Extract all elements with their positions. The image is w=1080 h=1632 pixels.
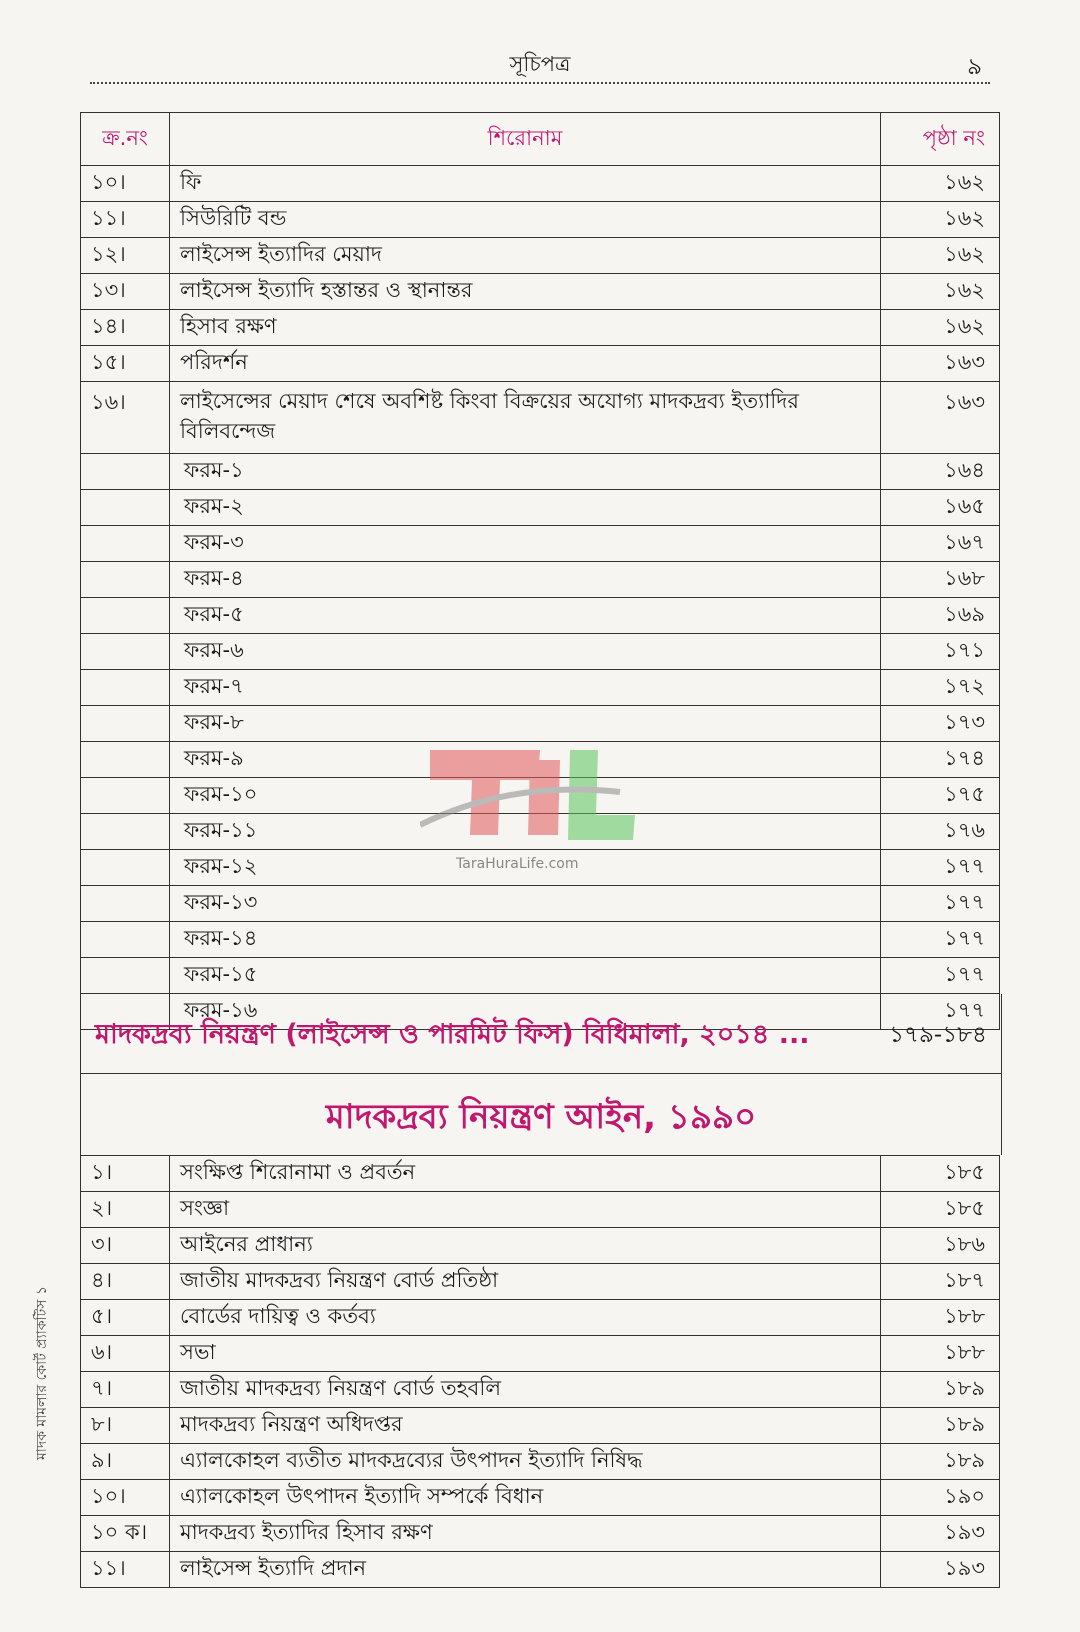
table-row [81, 886, 1000, 922]
page-cell: ১৬৪ [881, 454, 1000, 490]
page-cell: ১৭৫ [881, 778, 1000, 814]
table-row [81, 598, 1000, 634]
serial-cell: ১৬। [81, 382, 170, 454]
title-cell: এ্যালকোহল উৎপাদন ইত্যাদি সম্পর্কে বিধান [170, 1480, 881, 1516]
serial-cell [81, 742, 170, 778]
serial-cell: ১০। [81, 1480, 170, 1516]
watermark-text: TaraHuraLife.com [456, 856, 579, 872]
act-section-heading-box [80, 1073, 1002, 1155]
page-cell: ১৬৭ [881, 526, 1000, 562]
table-row [81, 670, 1000, 706]
serial-cell [81, 526, 170, 562]
table-row [81, 1228, 1000, 1264]
title-cell: মাদকদ্রব্য ইত্যাদির হিসাব রক্ষণ [170, 1516, 881, 1552]
page-cell: ১৭৩ [881, 706, 1000, 742]
page-cell: ১৯০ [881, 1480, 1000, 1516]
book-side-title: মাদক মামলার কোর্ট প্র্যাকটিস ১ [34, 1285, 50, 1460]
serial-cell: ১২। [81, 238, 170, 274]
page-cell: ১৬২ [881, 238, 1000, 274]
title-cell: পরিদর্শন [170, 346, 881, 382]
title-cell: ফরম-১১ [170, 814, 881, 850]
page-cell: ১৭৭ [881, 850, 1000, 886]
title-cell: লাইসেন্সের মেয়াদ শেষে অবশিষ্ট কিংবা বিক্রয়ের অযোগ্য মাদকদ্রব্য ইত্যাদির বিলিবন্দেজ [170, 382, 881, 454]
page-cell: ১৮৭ [881, 1264, 1000, 1300]
serial-cell [81, 454, 170, 490]
title-cell: বোর্ডের দায়িত্ব ও কর্তব্য [170, 1300, 881, 1336]
page-cell: ১৭৭ [881, 922, 1000, 958]
serial-cell: ৪। [81, 1264, 170, 1300]
table-row [81, 1264, 1000, 1300]
serial-cell: ৮। [81, 1408, 170, 1444]
title-cell: ফরম-১৪ [170, 922, 881, 958]
table-row [81, 202, 1000, 238]
table-row [81, 382, 1000, 454]
serial-cell [81, 670, 170, 706]
serial-cell: ৬। [81, 1336, 170, 1372]
table-row [81, 1516, 1000, 1552]
title-cell: ফি [170, 166, 881, 202]
table-header-row [81, 113, 1000, 166]
serial-cell: ১০ ক। [81, 1516, 170, 1552]
page-cell: ১৭৬ [881, 814, 1000, 850]
serial-cell: ৫। [81, 1300, 170, 1336]
page-cell: ১৮৫ [881, 1192, 1000, 1228]
title-cell: ফরম-৬ [170, 634, 881, 670]
contents-table-rules [80, 112, 1000, 1030]
page-cell: ১৮৬ [881, 1228, 1000, 1264]
page-cell: ১৬২ [881, 310, 1000, 346]
serial-cell: ৭। [81, 1372, 170, 1408]
title-cell: ফরম-৯ [170, 742, 881, 778]
serial-cell: ১৪। [81, 310, 170, 346]
title-cell: ফরম-৮ [170, 706, 881, 742]
table-row [81, 166, 1000, 202]
table-row [81, 526, 1000, 562]
page-cell: ১৮৫ [881, 1156, 1000, 1192]
title-cell: লাইসেন্স ইত্যাদি প্রদান [170, 1552, 881, 1588]
page-cell: ১৮৮ [881, 1300, 1000, 1336]
serial-cell [81, 850, 170, 886]
serial-cell [81, 490, 170, 526]
rules-section-pages: ১৭৯-১৮৪ [889, 1022, 987, 1048]
table-row [81, 1408, 1000, 1444]
act-section-title: মাদকদ্রব্য নিয়ন্ত্রণ আইন, ১৯৯০ [325, 1097, 757, 1137]
title-cell: ফরম-১৫ [170, 958, 881, 994]
rules-section-title: মাদকদ্রব্য নিয়ন্ত্রণ (লাইসেন্স ও পারমিট ফিস) বিধিমালা, ২০১৪ ... [95, 1019, 810, 1050]
table-row [81, 1336, 1000, 1372]
table-row [81, 490, 1000, 526]
page-cell: ১৮৮ [881, 1336, 1000, 1372]
page-cell: ১৭৭ [881, 958, 1000, 994]
table-row [81, 274, 1000, 310]
serial-cell: ১১। [81, 202, 170, 238]
running-header [90, 42, 990, 84]
serial-cell: ৯। [81, 1444, 170, 1480]
page-header: পৃষ্ঠা নং [881, 113, 1000, 166]
page-cell: ১৭৪ [881, 742, 1000, 778]
table-row [81, 1372, 1000, 1408]
title-cell: জাতীয় মাদকদ্রব্য নিয়ন্ত্রণ বোর্ড তহবলি [170, 1372, 881, 1408]
title-cell: ফরম-৩ [170, 526, 881, 562]
table-row [81, 922, 1000, 958]
title-cell: ফরম-১৬ [170, 994, 881, 1030]
page-cell: ১৬২ [881, 166, 1000, 202]
serial-cell: ১৫। [81, 346, 170, 382]
table-row [81, 958, 1000, 994]
serial-cell: ১৩। [81, 274, 170, 310]
serial-cell: ২। [81, 1192, 170, 1228]
page-cell: ১৬৫ [881, 490, 1000, 526]
title-cell: লাইসেন্স ইত্যাদির মেয়াদ [170, 238, 881, 274]
running-title: সূচিপত্র [509, 52, 571, 76]
serial-cell [81, 958, 170, 994]
table-row [81, 1156, 1000, 1192]
title-cell: ফরম-৪ [170, 562, 881, 598]
page-cell: ১৭৭ [881, 994, 1000, 1030]
table-row [81, 1444, 1000, 1480]
serial-cell [81, 922, 170, 958]
title-cell: ফরম-১০ [170, 778, 881, 814]
serial-cell: ৩। [81, 1228, 170, 1264]
serial-cell: ১১। [81, 1552, 170, 1588]
title-cell: হিসাব রক্ষণ [170, 310, 881, 346]
page-cell: ১৬৮ [881, 562, 1000, 598]
serial-cell [81, 886, 170, 922]
page-cell: ১৮৯ [881, 1372, 1000, 1408]
serial-cell [81, 634, 170, 670]
page-number: ৯ [967, 54, 982, 80]
serial-cell: ১০। [81, 166, 170, 202]
table-row [81, 706, 1000, 742]
title-cell: জাতীয় মাদকদ্রব্য নিয়ন্ত্রণ বোর্ড প্রতিষ্ঠা [170, 1264, 881, 1300]
serial-header: ক্র.নং [81, 113, 170, 166]
table-row [81, 238, 1000, 274]
title-cell: ফরম-৫ [170, 598, 881, 634]
title-cell: সিউরিটি বন্ড [170, 202, 881, 238]
title-cell: সংক্ষিপ্ত শিরোনামা ও প্রবর্তন [170, 1156, 881, 1192]
serial-cell: ১। [81, 1156, 170, 1192]
serial-cell [81, 814, 170, 850]
title-cell: মাদকদ্রব্য নিয়ন্ত্রণ অধিদপ্তর [170, 1408, 881, 1444]
page-cell: ১৬৯ [881, 598, 1000, 634]
title-cell: সভা [170, 1336, 881, 1372]
table-row [81, 1552, 1000, 1588]
title-cell: সংজ্ঞা [170, 1192, 881, 1228]
watermark-green-block [568, 750, 635, 840]
contents-table-act [80, 1155, 1000, 1588]
watermark-logo [420, 740, 650, 870]
page-cell: ১৬২ [881, 202, 1000, 238]
title-cell: আইনের প্রাধান্য [170, 1228, 881, 1264]
serial-cell [81, 562, 170, 598]
table-row [81, 1480, 1000, 1516]
page-cell: ১৬২ [881, 274, 1000, 310]
page-cell: ১৯৩ [881, 1516, 1000, 1552]
title-cell: ফরম-১ [170, 454, 881, 490]
title-cell: ফরম-২ [170, 490, 881, 526]
serial-cell [81, 598, 170, 634]
table-row [81, 346, 1000, 382]
page-cell: ১৭২ [881, 670, 1000, 706]
table-row [81, 1300, 1000, 1336]
page-cell: ১৬৩ [881, 346, 1000, 382]
page-cell: ১৮৯ [881, 1444, 1000, 1480]
page-cell: ১৯৩ [881, 1552, 1000, 1588]
page-cell: ১৮৯ [881, 1408, 1000, 1444]
watermark-red-block-2 [528, 760, 560, 835]
table-row [81, 310, 1000, 346]
table-row [81, 454, 1000, 490]
title-header: শিরোনাম [170, 113, 881, 166]
rules-section-row [80, 994, 1002, 1074]
page-cell: ১৭৭ [881, 886, 1000, 922]
page-cell: ১৬৩ [881, 382, 1000, 454]
title-cell: ফরম-১২ [170, 850, 881, 886]
title-cell: এ্যালকোহল ব্যতীত মাদকদ্রব্যের উৎপাদন ইত্যাদি নিষিদ্ধ [170, 1444, 881, 1480]
page-cell: ১৭১ [881, 634, 1000, 670]
title-cell: ফরম-৭ [170, 670, 881, 706]
serial-cell [81, 778, 170, 814]
table-row [81, 634, 1000, 670]
title-cell: ফরম-১৩ [170, 886, 881, 922]
title-cell: লাইসেন্স ইত্যাদি হস্তান্তর ও স্থানান্তর [170, 274, 881, 310]
serial-cell [81, 706, 170, 742]
table-row [81, 562, 1000, 598]
table-row [81, 1192, 1000, 1228]
